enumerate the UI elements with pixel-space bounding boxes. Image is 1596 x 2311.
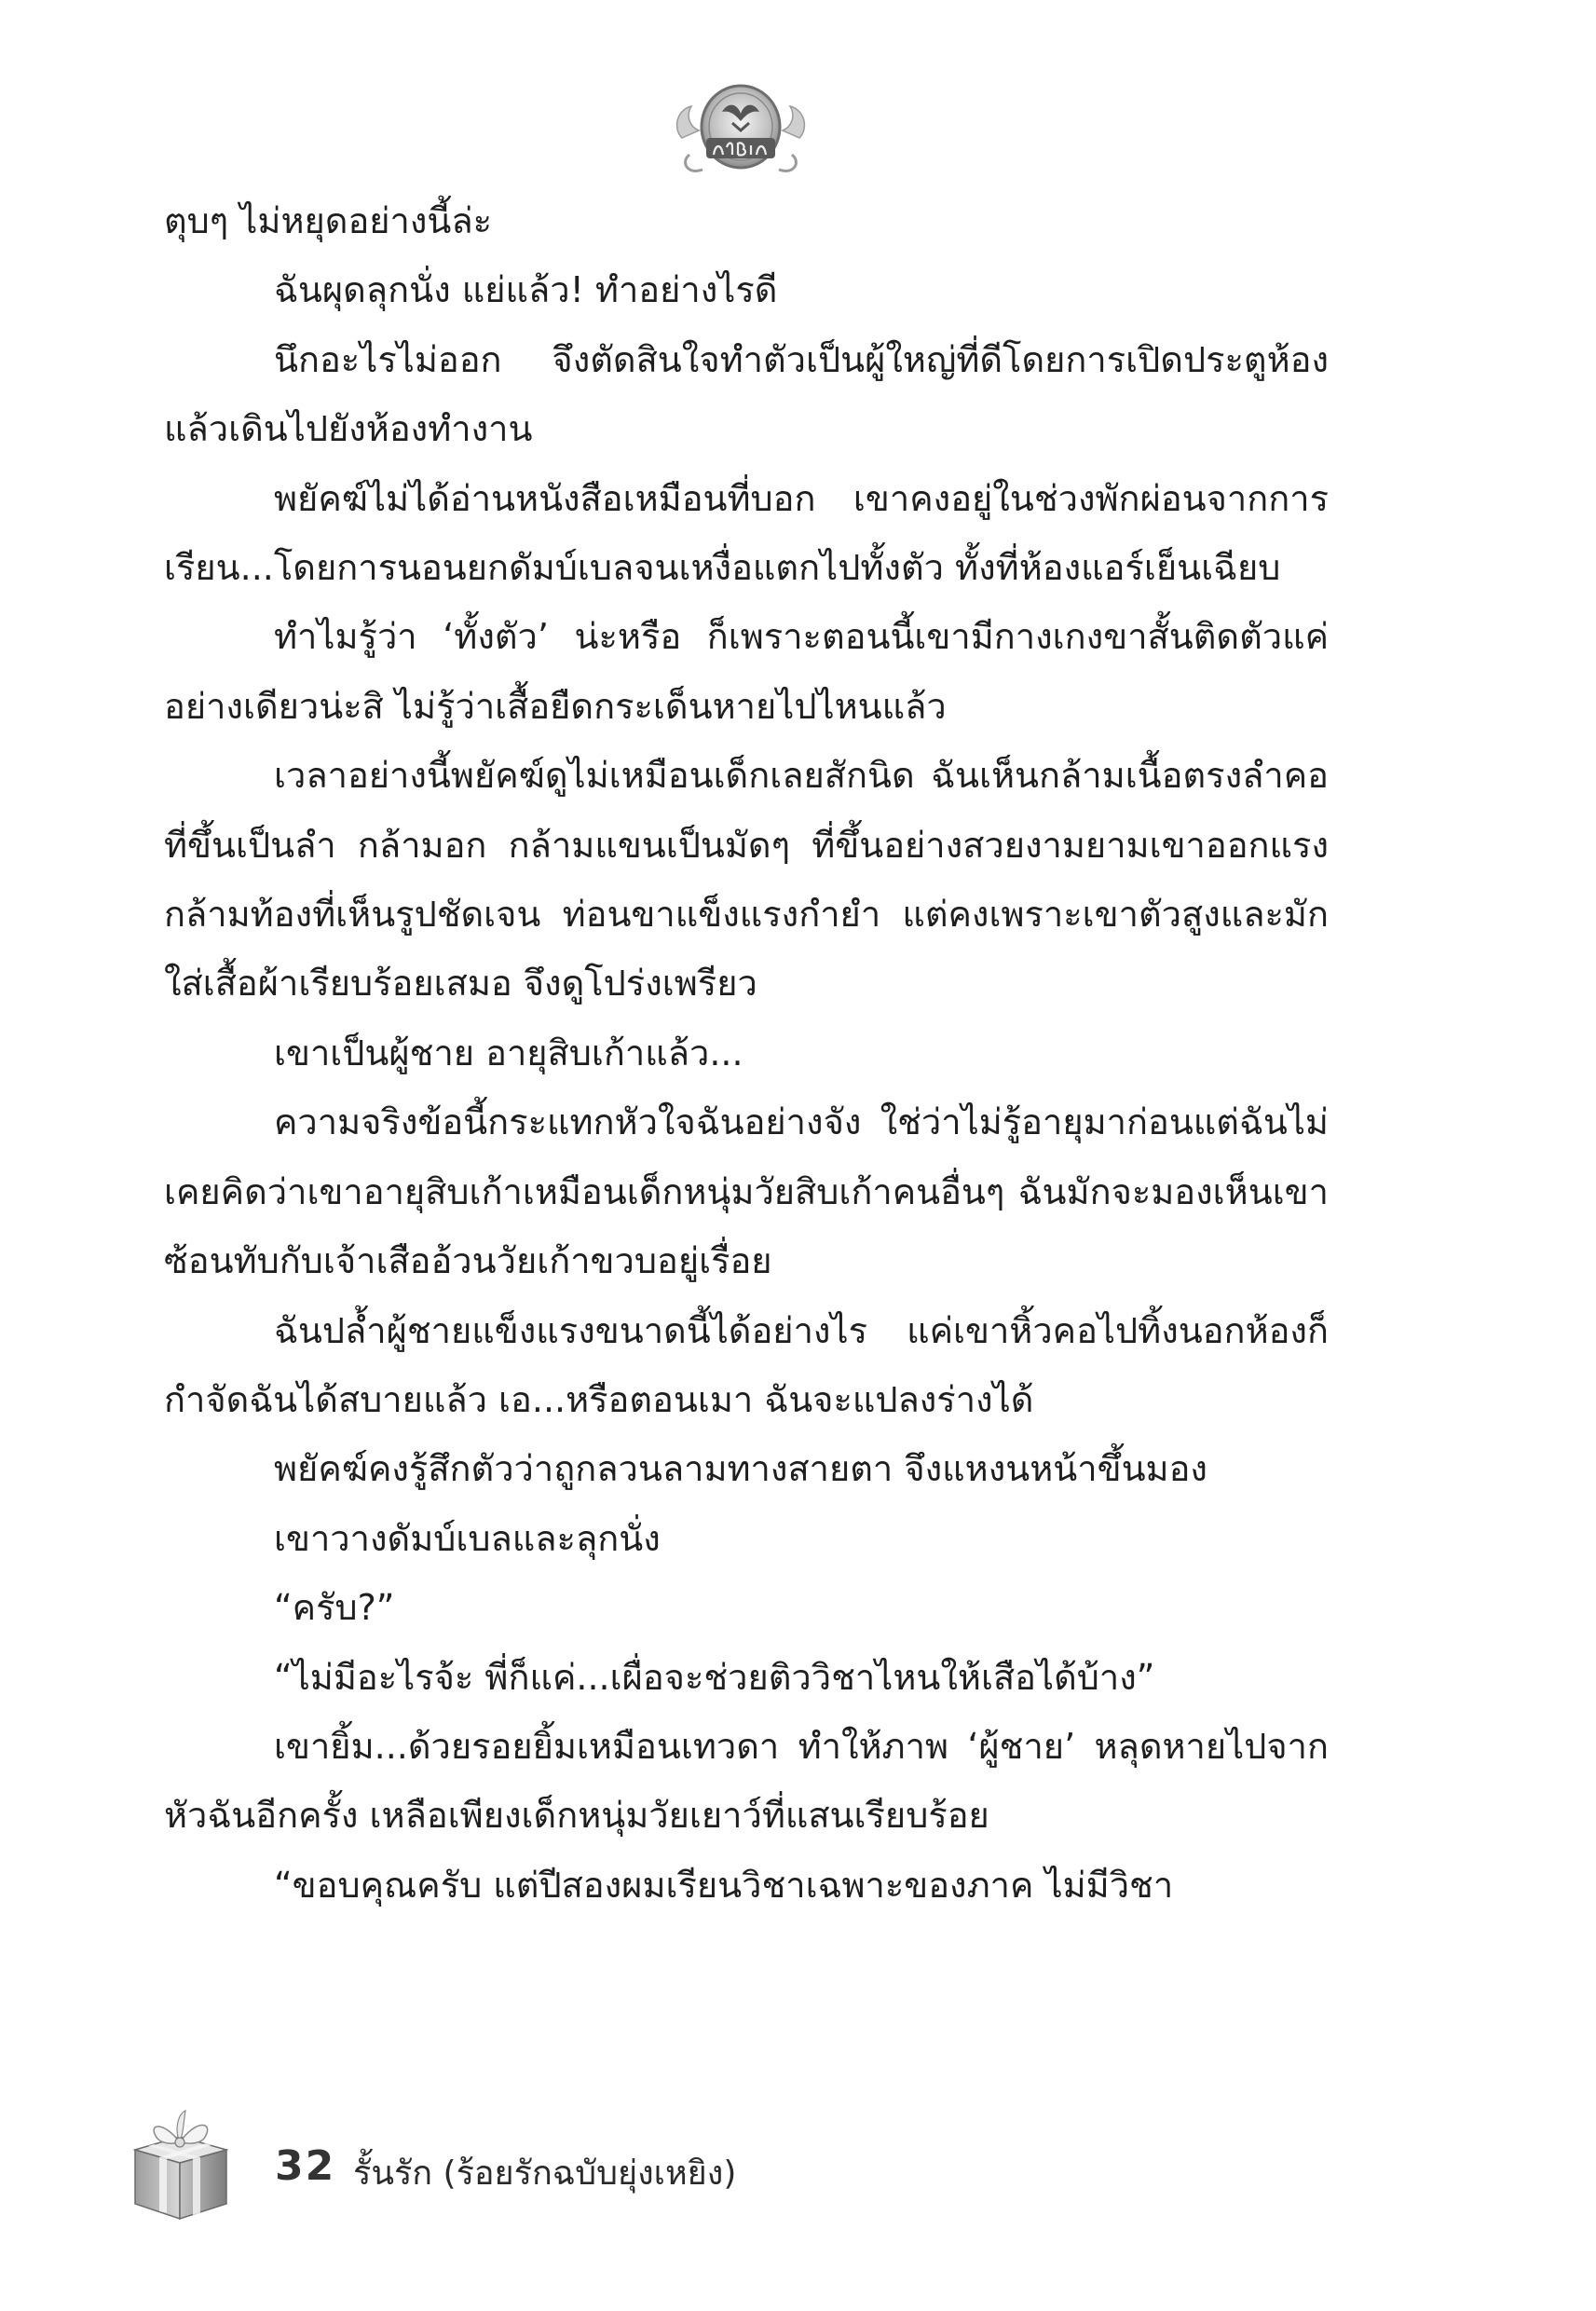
book-title: รั้นรัก (ร้อยรักฉบับยุ่งเหยิง) [353, 2154, 737, 2193]
page-footer [126, 2101, 964, 2222]
paragraph: “ครับ?” [274, 1587, 395, 1629]
paragraph: เขาเป็นผู้ชาย อายุสิบเก้าแล้ว... [274, 1032, 743, 1073]
emblem-logo-icon [671, 73, 811, 185]
paragraph: “ไม่มีอะไรจ้ะ พี่ก็แค่...เผื่อจะช่วยติววิชาไหนให้เสือได้บ้าง” [274, 1656, 1155, 1698]
paragraph: ทำไมรู้ว่า ‘ทั้งตัว’ น่ะหรือ ก็เพราะตอนนี้เขามีกางเกงขาสั้นติดตัวแค่อย่างเดียวน่ะสิ ไม่รู้ว่าเสื้อยืดกระเด็นหายไปไหนแล้ว [164, 616, 1329, 727]
header-emblem [671, 73, 811, 185]
paragraph: เขายิ้ม...ด้วยรอยยิ้มเหมือนเทวดา ทำให้ภาพ ‘ผู้ชาย’ หลุดหายไปจากหัวฉันอีกครั้ง เหลือเพียงเด็กหนุ่มวัยเยาว์ที่แสนเรียบร้อย [164, 1725, 1329, 1837]
page-number: 32 [275, 2142, 336, 2190]
paragraph: เขาวางดัมบ์เบลและลุกนั่ง [274, 1517, 661, 1559]
paragraph: ความจริงข้อนี้กระแทกหัวใจฉันอย่างจัง ใช่ว่าไม่รู้อายุมาก่อนแต่ฉันไม่เคยคิดว่าเขาอายุสิบเก้าเหมือนเด็กหนุ่มวัยสิบเก้าคนอื่นๆ ฉันมักจะมองเห็นเขาซ้อนทับกับเจ้าเสืออ้วนวัยเก้าขวบอยู่เรื่อย [164, 1101, 1329, 1282]
body-text [164, 186, 1329, 1920]
paragraph: พยัคฆ์คงรู้สึกตัวว่าถูกลวนลามทางสายตา จึงแหงนหน้าขึ้นมอง [274, 1448, 1207, 1490]
paragraph: ตุบๆ ไม่หยุดอย่างนี้ล่ะ [164, 200, 493, 241]
paragraph: ฉันผุดลุกนั่ง แย่แล้ว! ทำอย่างไรดี [274, 269, 778, 311]
paragraph: ฉันปล้ำผู้ชายแข็งแรงขนาดนี้ได้อย่างไร แค่เขาหิ้วคอไปทิ้งนอกห้องก็กำจัดฉันได้สบายแล้ว เอ...หรือตอนเมา ฉันจะแปลงร่างได้ [164, 1309, 1329, 1420]
gift-box-icon [126, 2101, 236, 2222]
paragraph: “ขอบคุณครับ แต่ปีสองผมเรียนวิชาเฉพาะของภาค ไม่มีวิชา [274, 1864, 1174, 1906]
paragraph: เวลาอย่างนี้พยัคฆ์ดูไม่เหมือนเด็กเลยสักนิด ฉันเห็นกล้ามเนื้อตรงลำคอที่ขึ้นเป็นลำ กล้ามอก กล้ามแขนเป็นมัดๆ ที่ขึ้นอย่างสวยงามยามเขาออกแรง กล้ามท้องที่เห็นรูปชัดเจน ท่อนขาแข็งแรงกำยำ แต่คงเพราะเขาตัวสูงและมักใส่เสื้อผ้าเรียบร้อยเสมอ จึงดูโปร่งเพรียว [164, 755, 1329, 1005]
paragraph: พยัคฆ์ไม่ได้อ่านหนังสือเหมือนที่บอก เขาคงอยู่ในช่วงพักผ่อนจากการเรียน...โดยการนอนยกดัมบ์เบลจนเหงื่อแตกไปทั้งตัว ทั้งที่ห้องแอร์เย็นเฉียบ [164, 477, 1329, 589]
paragraph: นึกอะไรไม่ออก จึงตัดสินใจทำตัวเป็นผู้ใหญ่ที่ดีโดยการเปิดประตูห้องแล้วเดินไปยังห้องทำงาน [164, 338, 1329, 450]
